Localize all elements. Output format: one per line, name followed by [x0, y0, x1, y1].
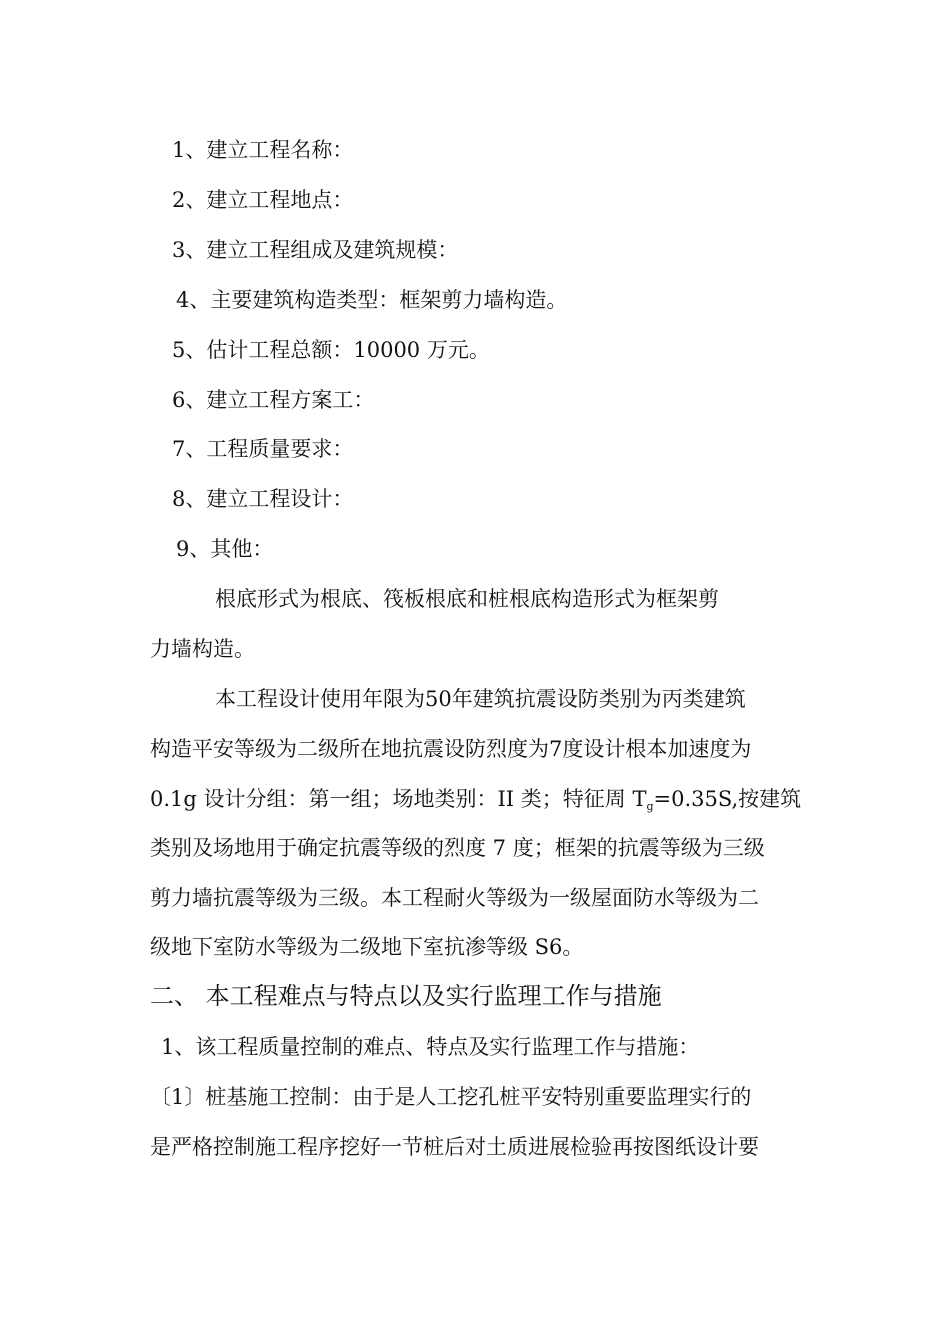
- subscript-g: g: [646, 800, 654, 813]
- paragraph-design-line-3: [150, 786, 801, 820]
- list-item-4: 4、主要建筑构造类型：框架剪力墙构造。: [176, 288, 568, 312]
- paragraph-pile-line-2: 是严格控制施工程序挖好一节桩后对土质进展检验再按图纸设计要: [150, 1135, 759, 1159]
- section-heading: 二、 本工程难点与特点以及实行监理工作与措施: [150, 982, 662, 1010]
- list-item-3: 3、建立工程组成及建筑规模：: [172, 238, 459, 262]
- list-item-7: 7、工程质量要求：: [172, 437, 354, 461]
- paragraph-design-line-6: 级地下室防水等级为二级地下室抗渗等级 S6。: [150, 935, 584, 959]
- list-item-6: 6、建立工程方案工：: [172, 388, 375, 412]
- list-item-8: 8、建立工程设计：: [172, 487, 354, 511]
- list-item-2: 2、建立工程地点：: [172, 188, 354, 212]
- list-item-5: 5、估计工程总额：10000 万元。: [172, 338, 490, 362]
- subheading-quality-control: 1、该工程质量控制的难点、特点及实行监理工作与措施：: [161, 1035, 700, 1059]
- paragraph-design-line-4: 类别及场地用于确定抗震等级的烈度 7 度；框架的抗震等级为三级: [150, 836, 765, 860]
- list-item-9: 9、其他：: [176, 537, 274, 561]
- paragraph-foundation-line-2: 力墙构造。: [150, 637, 255, 661]
- paragraph-pile-line-1: 〔1〕桩基施工控制：由于是人工挖孔桩平安特别重要监理实行的: [150, 1085, 752, 1109]
- paragraph-design-line-2: 构造平安等级为二级所在地抗震设防烈度为7度设计根本加速度为: [150, 737, 752, 761]
- list-item-1: 1、建立工程名称：: [172, 138, 354, 162]
- paragraph-design-line-1: 本工程设计使用年限为50年建筑抗震设防类别为丙类建筑: [215, 687, 746, 711]
- design-line-3-text-b: =0.35S,按建筑: [653, 787, 802, 811]
- paragraph-foundation-line-1: 根底形式为根底、筏板根底和桩根底构造形式为框架剪: [215, 587, 719, 611]
- design-line-3-text-a: 0.1g 设计分组：第一组；场地类别：II 类；特征周 T: [150, 787, 647, 811]
- paragraph-design-line-5: 剪力墙抗震等级为三级。本工程耐火等级为一级屋面防水等级为二: [150, 886, 759, 910]
